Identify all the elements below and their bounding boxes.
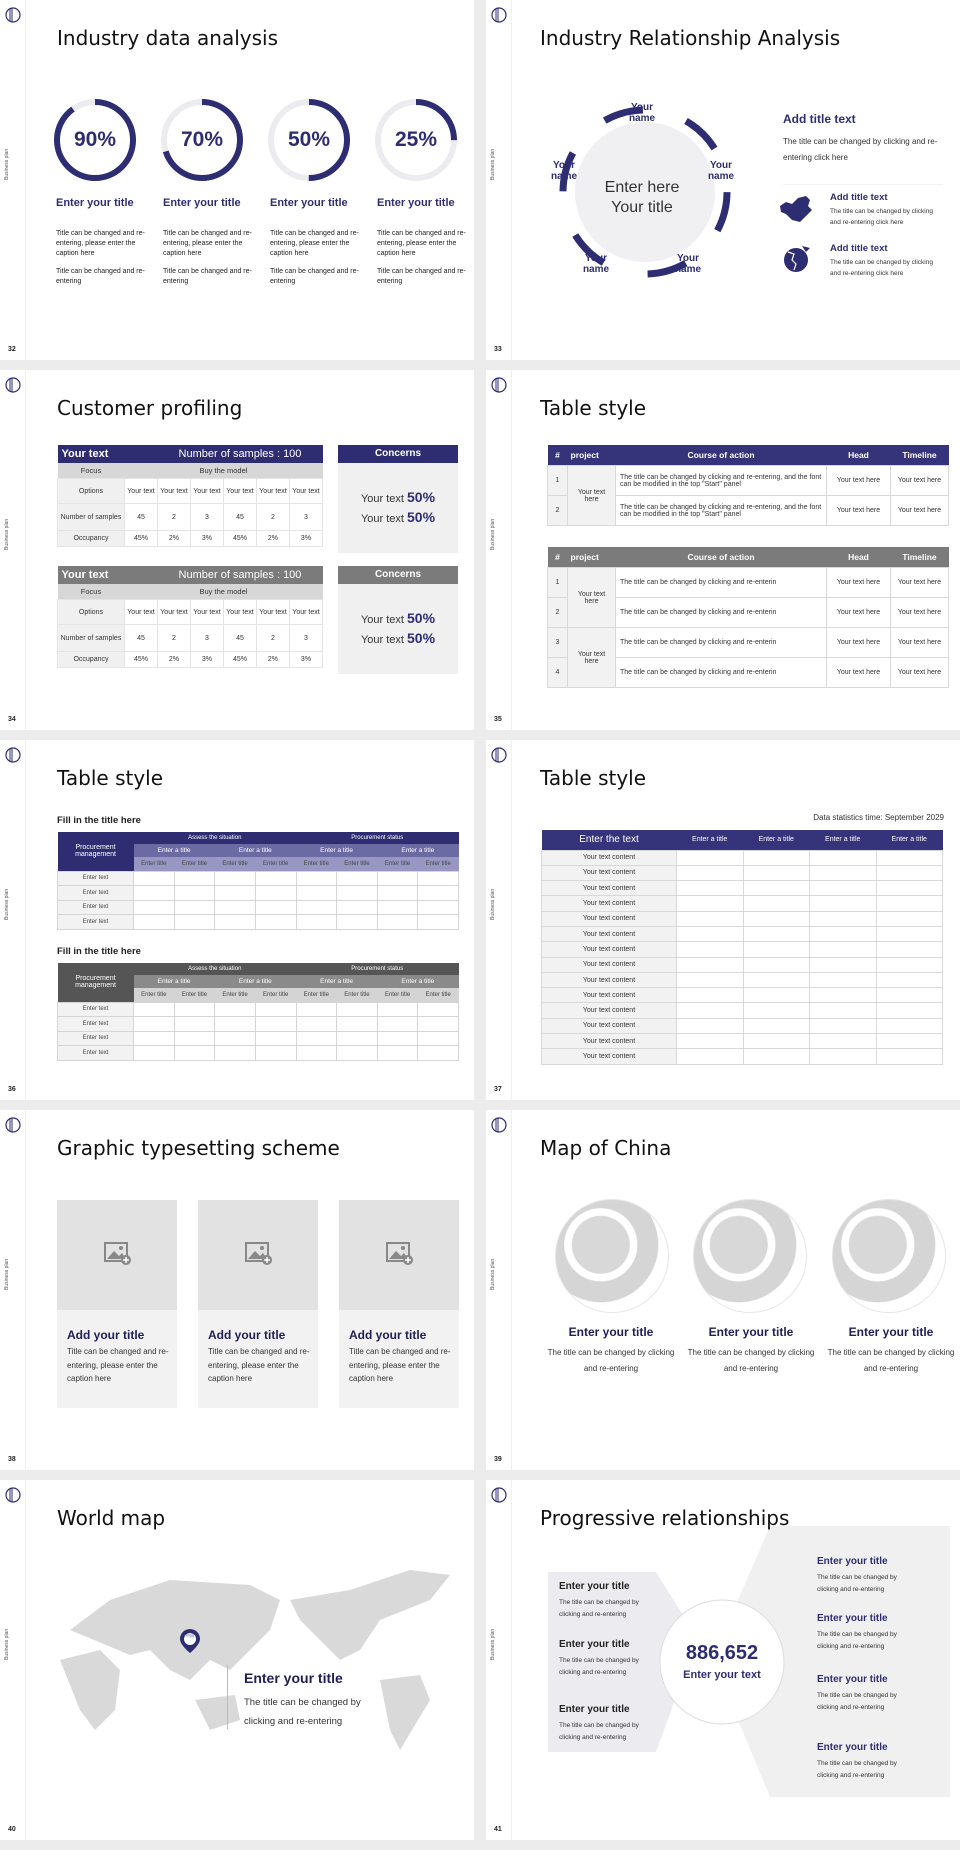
- slide-title: Customer profiling: [57, 396, 243, 420]
- slide-title: World map: [57, 1506, 166, 1530]
- main-text: The title can be changed by clicking and re-entering click here: [783, 137, 938, 162]
- progress-ring-2: [160, 98, 244, 182]
- center-number: 886,652: [685, 1642, 759, 1664]
- right-item-text: The title can be changed by clicking and re-entering: [817, 1574, 897, 1593]
- node-name-right: Your name: [707, 160, 735, 182]
- item-title: Enter your title: [163, 197, 241, 209]
- slide-39[interactable]: [486, 1110, 960, 1470]
- item-title: Enter your title: [270, 197, 348, 209]
- slide-33[interactable]: [486, 0, 960, 360]
- item-text: Title can be changed and re-entering: [270, 268, 359, 285]
- item-text: Title can be changed and re-entering, please enter the caption here: [163, 230, 252, 257]
- image-placeholder[interactable]: [57, 1200, 177, 1310]
- logo-icon: [491, 747, 507, 763]
- item-text: The title can be changed by clicking and re-entering click here: [830, 259, 933, 277]
- slide-sidebar: [0, 370, 26, 730]
- procurement-table-1: Procurement management Assess the situation Procurement status Enter a title Enter a title Enter a title Enter a title Enter title Enter title Enter title Enter title Enter title Enter title Enter title Enter title Enter text Enter text Enter text Enter text: [57, 832, 459, 930]
- slide-title: Table style: [540, 766, 647, 790]
- left-item-text: The title can be changed by clicking and re-entering: [559, 1657, 639, 1676]
- slide-sidebar: [0, 0, 26, 360]
- globe-text: The title can be changed by clicking and re-entering: [827, 1348, 955, 1373]
- image-placeholder[interactable]: [198, 1200, 318, 1310]
- callout-line: [227, 1665, 228, 1729]
- image-card-3: Add your title Title can be changed and re-entering, please enter the caption here: [339, 1200, 459, 1408]
- item-text: Title can be changed and re-entering: [377, 268, 466, 285]
- slide-sidebar: [0, 1480, 26, 1840]
- right-item-title: Enter your title: [817, 1674, 888, 1685]
- globe-title: Enter your title: [708, 1325, 794, 1339]
- globe-title: Enter your title: [568, 1325, 654, 1339]
- side-label: Business plan: [4, 148, 10, 180]
- page-number: 38: [8, 1456, 16, 1463]
- page-number: 35: [494, 716, 502, 723]
- center-title: Enter here Your title: [604, 179, 680, 216]
- globe-text: The title can be changed by clicking and re-entering: [547, 1348, 675, 1373]
- add-image-icon: [386, 1242, 414, 1266]
- globe-text: The title can be changed by clicking and re-entering: [687, 1348, 815, 1373]
- slide-38[interactable]: [0, 1110, 474, 1470]
- table-subtitle: Fill in the title here: [57, 946, 141, 957]
- ring-percent: 50%: [287, 128, 331, 151]
- item-title: Enter your title: [377, 197, 455, 209]
- callout-title: Enter your title: [244, 1670, 343, 1686]
- side-label: Business plan: [490, 518, 496, 550]
- slide-title: Progressive relationships: [540, 1506, 790, 1530]
- side-label: Business plan: [490, 148, 496, 180]
- item-text: Title can be changed and re-entering, please enter the caption here: [270, 230, 359, 257]
- slide-sidebar: [486, 740, 512, 1100]
- side-label: Business plan: [4, 1258, 10, 1290]
- slide-title: Industry data analysis: [57, 26, 279, 50]
- globe-image-3: [832, 1199, 946, 1313]
- item-title: Enter your title: [56, 197, 134, 209]
- slide-title: Table style: [540, 396, 647, 420]
- left-item-title: Enter your title: [559, 1639, 630, 1650]
- divider: [783, 184, 943, 185]
- image-placeholder[interactable]: [339, 1200, 459, 1310]
- item-text: Title can be changed and re-entering, please enter the caption here: [377, 230, 466, 257]
- slide-sidebar: [486, 0, 512, 360]
- side-label: Business plan: [490, 1258, 496, 1290]
- right-item-text: The title can be changed by clicking and re-entering: [817, 1631, 897, 1650]
- page-number: 34: [8, 716, 16, 723]
- concerns-box-2: Concerns Your text 50% Your text 50%: [338, 566, 458, 674]
- slide-41[interactable]: [486, 1480, 960, 1840]
- table-subtitle: Fill in the title here: [57, 815, 141, 826]
- add-image-icon: [104, 1242, 132, 1266]
- procurement-table-2: Procurement management Assess the situation Procurement status Enter a title Enter a title Enter a title Enter a title Enter title Enter title Enter title Enter title Enter title Enter title Enter title Enter title Enter text Enter text Enter text Enter text: [57, 963, 459, 1061]
- globe-title: Enter your title: [848, 1325, 934, 1339]
- item-title: Add title text: [830, 243, 888, 254]
- right-item-text: The title can be changed by clicking and re-entering: [817, 1760, 897, 1779]
- globe-icon: [782, 244, 812, 274]
- profile-table-2: Your text Number of samples : 100 Focus Buy the model Options Your text Your text Your text Your text Your text Your text Number of samples 45 2 3 45 2 3 Occupancy 45% 2% 3% 45% 2% 3%: [57, 566, 323, 668]
- progress-ring-1: [53, 98, 137, 182]
- slide-sidebar: [0, 740, 26, 1100]
- ring-percent: 25%: [394, 128, 438, 151]
- concerns-box-1: Concerns Your text 50% Your text 50%: [338, 445, 458, 553]
- node-name-bottom-right: Your name: [674, 253, 702, 275]
- slide-32[interactable]: [0, 0, 474, 360]
- center-text: Enter your text: [683, 1669, 761, 1681]
- left-item-text: The title can be changed by clicking and re-entering: [559, 1722, 639, 1741]
- logo-icon: [5, 1487, 21, 1503]
- item-text: Title can be changed and re-entering: [56, 268, 145, 285]
- globe-image-2: [693, 1199, 807, 1313]
- callout-text: The title can be changed by clicking and re-entering: [244, 1697, 361, 1727]
- location-pin-icon[interactable]: [179, 1628, 201, 1654]
- image-card-2: Add your title Title can be changed and re-entering, please enter the caption here: [198, 1200, 318, 1408]
- page-number: 33: [494, 346, 502, 353]
- slide-36[interactable]: [0, 740, 474, 1100]
- side-label: Business plan: [490, 888, 496, 920]
- side-label: Business plan: [4, 1628, 10, 1660]
- item-title: Add title text: [830, 192, 888, 203]
- page-number: 32: [8, 346, 16, 353]
- slide-title: Industry Relationship Analysis: [540, 26, 841, 50]
- ring-percent: 90%: [73, 128, 117, 151]
- side-label: Business plan: [4, 518, 10, 550]
- logo-icon: [5, 7, 21, 23]
- pin-label: 中国: [186, 1633, 194, 1638]
- slide-35[interactable]: [486, 370, 960, 730]
- profile-table-1: Your text Number of samples : 100 Focus Buy the model Options Your text Your text Your text Your text Your text Your text Number of samples 45 2 3 45 2 3 Occupancy 45% 2% 3% 45% 2% 3%: [57, 445, 323, 547]
- slide-sidebar: [486, 370, 512, 730]
- logo-icon: [491, 7, 507, 23]
- left-item-title: Enter your title: [559, 1581, 630, 1592]
- action-table-2: # project Course of action Head Timeline 1 Your text here The title can be changed by clicking and re-enterin Your text here Your text here 2 The title can be changed by clicking and re-enterin Your text here Your text here 3 Your text here The title can be changed by clicking and re-enterin Your text here Your text here 4 The title can be changed by clicking and re-enterin Your text here Your text here: [547, 547, 949, 688]
- logo-icon: [5, 377, 21, 393]
- logo-icon: [491, 1117, 507, 1133]
- right-item-text: The title can be changed by clicking and re-entering: [817, 1692, 897, 1711]
- logo-icon: [491, 377, 507, 393]
- left-item-text: The title can be changed by clicking and re-entering: [559, 1599, 639, 1618]
- left-item-title: Enter your title: [559, 1704, 630, 1715]
- ring-percent: 70%: [180, 128, 224, 151]
- globe-image-1: [555, 1199, 669, 1313]
- action-table-1: # project Course of action Head Timeline 1 Your text here The title can be changed by clicking and re-entering, and the font can be modified in the top "Start" panel Your text here Your text here 2 The title can be changed by clicking and re-entering, and the font can be modified in the top "Start" panel Your text here Your text here: [547, 445, 949, 526]
- progress-ring-3: [267, 98, 351, 182]
- right-item-title: Enter your title: [817, 1742, 888, 1753]
- node-name-left: Your name: [550, 160, 578, 182]
- slide-title: Map of China: [540, 1136, 672, 1160]
- slide-34[interactable]: [0, 370, 474, 730]
- logo-icon: [5, 1117, 21, 1133]
- slide-title: Table style: [57, 766, 164, 790]
- item-text: Title can be changed and re-entering, please enter the caption here: [56, 230, 145, 257]
- side-label: Business plan: [4, 888, 10, 920]
- right-item-title: Enter your title: [817, 1556, 888, 1567]
- page-number: 40: [8, 1826, 16, 1833]
- slide-sidebar: [486, 1110, 512, 1470]
- logo-icon: [5, 747, 21, 763]
- china-map-icon: [778, 194, 814, 224]
- node-name-top: Your name: [628, 102, 656, 124]
- item-text: The title can be changed by clicking and re-entering click here: [830, 208, 933, 226]
- page-number: 39: [494, 1456, 502, 1463]
- stat-time: Data statistics time: September 2029: [813, 813, 944, 822]
- progress-ring-4: [374, 98, 458, 182]
- page-number: 37: [494, 1086, 502, 1093]
- add-image-icon: [245, 1242, 273, 1266]
- slide-40[interactable]: [0, 1480, 474, 1840]
- right-item-title: Enter your title: [817, 1613, 888, 1624]
- slide-title: Graphic typesetting scheme: [57, 1136, 340, 1160]
- image-card-1: Add your title Title can be changed and re-entering, please enter the caption here: [57, 1200, 177, 1408]
- side-label: Business plan: [490, 1628, 496, 1660]
- node-name-bottom-left: Your name: [582, 253, 610, 275]
- item-text: Title can be changed and re-entering: [163, 268, 252, 285]
- content-table: Enter the text Enter a title Enter a title Enter a title Enter a title Your text content Your text content Your text content Your text content Your text content Your text content Your text content Your text content Your text content Your text content Your text content Your text content Your text content Your text content: [541, 830, 943, 1065]
- page-number: 36: [8, 1086, 16, 1093]
- main-title: Add title text: [783, 112, 856, 126]
- slide-sidebar: [0, 1110, 26, 1470]
- page-number: 41: [494, 1826, 502, 1833]
